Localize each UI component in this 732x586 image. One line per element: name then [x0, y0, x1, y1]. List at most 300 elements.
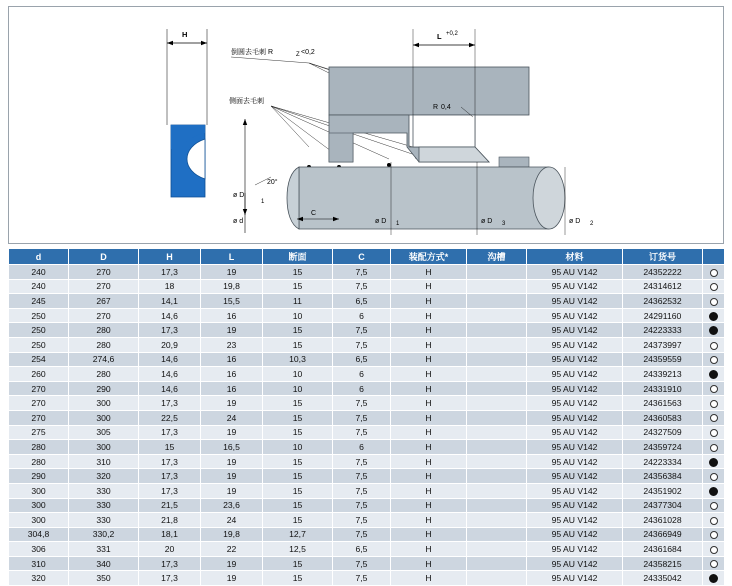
cell-stock — [703, 308, 725, 323]
cell-section: 15 — [263, 469, 333, 484]
cell-mounting: H — [391, 279, 467, 294]
cell-d: 250 — [9, 308, 69, 323]
stock-filled-icon — [709, 458, 718, 467]
cell-order_no: 24352222 — [623, 265, 703, 280]
cell-stock — [703, 337, 725, 352]
cell-C: 7,5 — [333, 571, 391, 586]
stock-filled-icon — [709, 370, 718, 379]
cell-groove — [467, 323, 527, 338]
stock-empty-icon — [710, 342, 718, 350]
cell-material: 95 AU V142 — [527, 308, 623, 323]
cell-L: 24 — [201, 513, 263, 528]
cell-order_no: 24361563 — [623, 396, 703, 411]
cell-L: 19 — [201, 469, 263, 484]
cell-L: 19,8 — [201, 527, 263, 542]
cell-L: 19 — [201, 265, 263, 280]
stock-empty-icon — [710, 502, 718, 510]
cell-H: 17,3 — [139, 454, 201, 469]
cell-L: 22 — [201, 542, 263, 557]
cell-section: 15 — [263, 425, 333, 440]
cell-D: 270 — [69, 308, 139, 323]
table-row — [9, 265, 725, 280]
cell-section: 15 — [263, 454, 333, 469]
cell-material: 95 AU V142 — [527, 513, 623, 528]
cell-mounting: H — [391, 337, 467, 352]
stock-filled-icon — [709, 312, 718, 321]
stock-empty-icon — [710, 414, 718, 422]
cell-d: 275 — [9, 425, 69, 440]
cell-D: 305 — [69, 425, 139, 440]
h-dimension — [167, 29, 207, 125]
stock-filled-icon — [709, 487, 718, 496]
cell-C: 6,5 — [333, 542, 391, 557]
cell-L: 19,8 — [201, 279, 263, 294]
deburr-note-label: 侧面去毛刺 — [229, 98, 264, 105]
cell-groove — [467, 294, 527, 309]
stock-empty-icon — [710, 269, 718, 277]
c-dimension-label: C — [311, 210, 317, 217]
cell-groove — [467, 352, 527, 367]
cell-material: 95 AU V142 — [527, 483, 623, 498]
cell-stock — [703, 469, 725, 484]
cell-d: 304,8 — [9, 527, 69, 542]
cell-order_no: 24331910 — [623, 381, 703, 396]
cell-H: 17,3 — [139, 323, 201, 338]
table-row — [9, 367, 725, 382]
stock-empty-icon — [710, 473, 718, 481]
cell-d: 240 — [9, 265, 69, 280]
col-section: 断面 — [263, 249, 333, 265]
cell-stock — [703, 571, 725, 586]
cell-mounting: H — [391, 527, 467, 542]
cell-order_no: 24360583 — [623, 410, 703, 425]
chamfer-note-label: 倒圆去毛刺 R — [231, 49, 273, 56]
table-row — [9, 556, 725, 571]
cell-C: 7,5 — [333, 323, 391, 338]
stock-empty-icon — [710, 400, 718, 408]
dia-D3-label: ø D — [481, 218, 493, 225]
dia-D-label: ø D — [233, 192, 245, 199]
cell-material: 95 AU V142 — [527, 498, 623, 513]
cell-D: 267 — [69, 294, 139, 309]
table-row — [9, 425, 725, 440]
cell-L: 23,6 — [201, 498, 263, 513]
cell-mounting: H — [391, 265, 467, 280]
table-row — [9, 352, 725, 367]
cell-groove — [467, 483, 527, 498]
table-row — [9, 396, 725, 411]
h-dimension-label: H — [182, 30, 188, 39]
cell-d: 300 — [9, 513, 69, 528]
table-row — [9, 279, 725, 294]
cell-H: 17,3 — [139, 571, 201, 586]
cell-C: 7,5 — [333, 483, 391, 498]
cell-mounting: H — [391, 425, 467, 440]
table-row — [9, 381, 725, 396]
cell-order_no: 24362532 — [623, 294, 703, 309]
cell-section: 10,3 — [263, 352, 333, 367]
cell-d: 240 — [9, 279, 69, 294]
cell-L: 19 — [201, 454, 263, 469]
cell-L: 16 — [201, 308, 263, 323]
cell-section: 10 — [263, 440, 333, 455]
cell-d: 290 — [9, 469, 69, 484]
cell-H: 14,6 — [139, 352, 201, 367]
cell-C: 7,5 — [333, 265, 391, 280]
col-stock — [703, 249, 725, 265]
cell-mounting: H — [391, 542, 467, 557]
cell-H: 17,3 — [139, 483, 201, 498]
cell-C: 7,5 — [333, 498, 391, 513]
cell-section: 15 — [263, 323, 333, 338]
cell-mounting: H — [391, 454, 467, 469]
cell-mounting: H — [391, 513, 467, 528]
cell-H: 14,6 — [139, 367, 201, 382]
cell-order_no: 24358215 — [623, 556, 703, 571]
cell-L: 19 — [201, 425, 263, 440]
table-row — [9, 323, 725, 338]
cell-stock — [703, 498, 725, 513]
cell-C: 7,5 — [333, 556, 391, 571]
cell-H: 17,3 — [139, 396, 201, 411]
angle-small-label: 1 — [261, 199, 265, 205]
cell-mounting: H — [391, 483, 467, 498]
cell-order_no: 24327509 — [623, 425, 703, 440]
cell-d: 250 — [9, 323, 69, 338]
cell-D: 300 — [69, 396, 139, 411]
specification-table — [8, 248, 725, 586]
cell-groove — [467, 527, 527, 542]
stock-empty-icon — [710, 298, 718, 306]
cell-order_no: 24359559 — [623, 352, 703, 367]
cell-C: 6 — [333, 381, 391, 396]
cell-mounting: H — [391, 308, 467, 323]
cell-order_no: 24373997 — [623, 337, 703, 352]
cell-material: 95 AU V142 — [527, 279, 623, 294]
cell-order_no: 24223333 — [623, 323, 703, 338]
cell-order_no: 24339213 — [623, 367, 703, 382]
cell-L: 15,5 — [201, 294, 263, 309]
cell-material: 95 AU V142 — [527, 337, 623, 352]
cell-D: 320 — [69, 469, 139, 484]
cell-L: 19 — [201, 483, 263, 498]
cell-d: 280 — [9, 454, 69, 469]
cell-material: 95 AU V142 — [527, 410, 623, 425]
cell-mounting: H — [391, 410, 467, 425]
cell-C: 6,5 — [333, 352, 391, 367]
cell-groove — [467, 469, 527, 484]
cell-stock — [703, 425, 725, 440]
cell-D: 274,6 — [69, 352, 139, 367]
table-row — [9, 469, 725, 484]
stock-empty-icon — [710, 531, 718, 539]
cell-order_no: 24361028 — [623, 513, 703, 528]
cell-order_no: 24377304 — [623, 498, 703, 513]
cell-section: 12,5 — [263, 542, 333, 557]
cell-stock — [703, 323, 725, 338]
cell-H: 14,6 — [139, 381, 201, 396]
cell-stock — [703, 454, 725, 469]
technical-drawing — [8, 6, 724, 244]
cell-D: 280 — [69, 367, 139, 382]
col-order-no: 订货号 — [623, 249, 703, 265]
cell-H: 18 — [139, 279, 201, 294]
chamfer-note-value: <0,2 — [301, 49, 315, 56]
cell-material: 95 AU V142 — [527, 265, 623, 280]
cell-order_no: 24351902 — [623, 483, 703, 498]
cell-H: 21,8 — [139, 513, 201, 528]
col-D: D — [69, 249, 139, 265]
cell-D: 350 — [69, 571, 139, 586]
cell-groove — [467, 381, 527, 396]
cell-D: 280 — [69, 337, 139, 352]
cell-section: 10 — [263, 381, 333, 396]
cell-C: 6 — [333, 440, 391, 455]
stock-empty-icon — [710, 560, 718, 568]
cell-C: 6 — [333, 367, 391, 382]
cell-material: 95 AU V142 — [527, 571, 623, 586]
cell-C: 7,5 — [333, 337, 391, 352]
cell-section: 15 — [263, 513, 333, 528]
cell-D: 270 — [69, 265, 139, 280]
cell-order_no: 24291160 — [623, 308, 703, 323]
cell-material: 95 AU V142 — [527, 469, 623, 484]
shaft — [287, 167, 565, 229]
cell-section: 15 — [263, 337, 333, 352]
table-row — [9, 410, 725, 425]
stock-filled-icon — [709, 326, 718, 335]
cell-H: 22,5 — [139, 410, 201, 425]
cell-order_no: 24359724 — [623, 440, 703, 455]
cell-groove — [467, 542, 527, 557]
cell-material: 95 AU V142 — [527, 440, 623, 455]
table-row — [9, 440, 725, 455]
cell-groove — [467, 571, 527, 586]
radius-note-label: R — [433, 104, 439, 111]
cell-d: 270 — [9, 381, 69, 396]
cell-C: 7,5 — [333, 410, 391, 425]
cell-d: 310 — [9, 556, 69, 571]
cell-groove — [467, 440, 527, 455]
cell-D: 330 — [69, 513, 139, 528]
cell-C: 7,5 — [333, 425, 391, 440]
cell-D: 300 — [69, 440, 139, 455]
stock-empty-icon — [710, 546, 718, 554]
cell-mounting: H — [391, 556, 467, 571]
cell-H: 17,3 — [139, 265, 201, 280]
cell-C: 7,5 — [333, 513, 391, 528]
cell-mounting: H — [391, 381, 467, 396]
cell-mounting: H — [391, 469, 467, 484]
cell-order_no: 24366949 — [623, 527, 703, 542]
cell-D: 280 — [69, 323, 139, 338]
drawing-svg — [9, 7, 723, 243]
cell-H: 15 — [139, 440, 201, 455]
cell-L: 16 — [201, 367, 263, 382]
cell-C: 7,5 — [333, 454, 391, 469]
cell-stock — [703, 542, 725, 557]
stock-empty-icon — [710, 444, 718, 452]
table-row — [9, 542, 725, 557]
cell-groove — [467, 410, 527, 425]
cell-L: 19 — [201, 323, 263, 338]
table-row — [9, 513, 725, 528]
stock-empty-icon — [710, 356, 718, 364]
angle-label: 20° — [267, 179, 278, 186]
cell-groove — [467, 498, 527, 513]
table-row — [9, 454, 725, 469]
cell-D: 330 — [69, 498, 139, 513]
cell-stock — [703, 381, 725, 396]
cell-stock — [703, 440, 725, 455]
cell-stock — [703, 367, 725, 382]
cell-L: 23 — [201, 337, 263, 352]
cell-order_no: 24223334 — [623, 454, 703, 469]
cell-C: 6 — [333, 308, 391, 323]
cell-D: 330 — [69, 483, 139, 498]
cell-mounting: H — [391, 323, 467, 338]
cell-d: 254 — [9, 352, 69, 367]
cell-material: 95 AU V142 — [527, 454, 623, 469]
cell-groove — [467, 425, 527, 440]
cell-C: 7,5 — [333, 396, 391, 411]
cell-C: 7,5 — [333, 469, 391, 484]
cell-material: 95 AU V142 — [527, 527, 623, 542]
cell-groove — [467, 265, 527, 280]
cell-H: 21,5 — [139, 498, 201, 513]
cell-groove — [467, 308, 527, 323]
cell-section: 15 — [263, 556, 333, 571]
cell-order_no: 24314612 — [623, 279, 703, 294]
cell-groove — [467, 367, 527, 382]
table-row — [9, 294, 725, 309]
cell-mounting: H — [391, 367, 467, 382]
cell-d: 270 — [9, 410, 69, 425]
cell-material: 95 AU V142 — [527, 396, 623, 411]
chamfer-note-sub: Z — [296, 52, 300, 58]
cell-mounting: H — [391, 498, 467, 513]
col-C: C — [333, 249, 391, 265]
cell-C: 6,5 — [333, 294, 391, 309]
cell-stock — [703, 513, 725, 528]
cell-C: 7,5 — [333, 279, 391, 294]
cell-material: 95 AU V142 — [527, 294, 623, 309]
cell-C: 7,5 — [333, 527, 391, 542]
cell-stock — [703, 265, 725, 280]
stock-empty-icon — [710, 385, 718, 393]
cell-section: 15 — [263, 396, 333, 411]
cell-d: 280 — [9, 440, 69, 455]
cell-section: 11 — [263, 294, 333, 309]
cell-L: 24 — [201, 410, 263, 425]
cell-d: 320 — [9, 571, 69, 586]
angle-note-group — [255, 177, 278, 205]
cell-d: 300 — [9, 483, 69, 498]
cell-D: 340 — [69, 556, 139, 571]
cell-mounting: H — [391, 352, 467, 367]
cell-section: 15 — [263, 279, 333, 294]
cell-order_no: 24356384 — [623, 469, 703, 484]
stock-empty-icon — [710, 429, 718, 437]
cell-H: 20 — [139, 542, 201, 557]
cell-section: 15 — [263, 483, 333, 498]
col-material: 材料 — [527, 249, 623, 265]
radius-note-value: 0,4 — [441, 104, 451, 111]
cell-groove — [467, 396, 527, 411]
cell-d: 250 — [9, 337, 69, 352]
cell-D: 330,2 — [69, 527, 139, 542]
cell-d: 245 — [9, 294, 69, 309]
stock-empty-icon — [710, 517, 718, 525]
cell-stock — [703, 556, 725, 571]
cell-groove — [467, 556, 527, 571]
cell-section: 15 — [263, 265, 333, 280]
col-mounting: 装配方式* — [391, 249, 467, 265]
dia-D1-label: ø D — [375, 218, 387, 225]
cell-stock — [703, 279, 725, 294]
stock-empty-icon — [710, 283, 718, 291]
cell-mounting: H — [391, 396, 467, 411]
cell-mounting: H — [391, 440, 467, 455]
cell-section: 10 — [263, 367, 333, 382]
cell-section: 15 — [263, 571, 333, 586]
cell-stock — [703, 410, 725, 425]
table-row — [9, 308, 725, 323]
cell-material: 95 AU V142 — [527, 381, 623, 396]
table-row — [9, 483, 725, 498]
cell-d: 300 — [9, 498, 69, 513]
cell-d: 270 — [9, 396, 69, 411]
l-tolerance-label: +0,2 — [446, 31, 458, 37]
dia-D2-sub: 2 — [590, 221, 594, 227]
cell-groove — [467, 513, 527, 528]
cell-L: 19 — [201, 571, 263, 586]
cell-d: 306 — [9, 542, 69, 557]
dia-D3-sub: 3 — [502, 221, 506, 227]
cell-groove — [467, 337, 527, 352]
table-row — [9, 571, 725, 586]
table-row — [9, 337, 725, 352]
cell-section: 15 — [263, 498, 333, 513]
col-L: L — [201, 249, 263, 265]
cell-L: 16 — [201, 352, 263, 367]
cell-order_no: 24335042 — [623, 571, 703, 586]
cell-order_no: 24361684 — [623, 542, 703, 557]
cell-stock — [703, 483, 725, 498]
cell-stock — [703, 527, 725, 542]
col-H: H — [139, 249, 201, 265]
cell-material: 95 AU V142 — [527, 367, 623, 382]
cell-material: 95 AU V142 — [527, 556, 623, 571]
cell-material: 95 AU V142 — [527, 542, 623, 557]
table-row — [9, 498, 725, 513]
cell-section: 15 — [263, 410, 333, 425]
cell-groove — [467, 454, 527, 469]
cell-material: 95 AU V142 — [527, 323, 623, 338]
cell-H: 17,3 — [139, 469, 201, 484]
seal-profile — [171, 125, 205, 197]
col-d: d — [9, 249, 69, 265]
table-body — [9, 265, 725, 586]
col-groove: 沟槽 — [467, 249, 527, 265]
cell-stock — [703, 294, 725, 309]
table-header-row — [9, 249, 725, 265]
cell-D: 310 — [69, 454, 139, 469]
table-row — [9, 527, 725, 542]
cell-D: 290 — [69, 381, 139, 396]
cell-mounting: H — [391, 571, 467, 586]
cell-H: 14,1 — [139, 294, 201, 309]
